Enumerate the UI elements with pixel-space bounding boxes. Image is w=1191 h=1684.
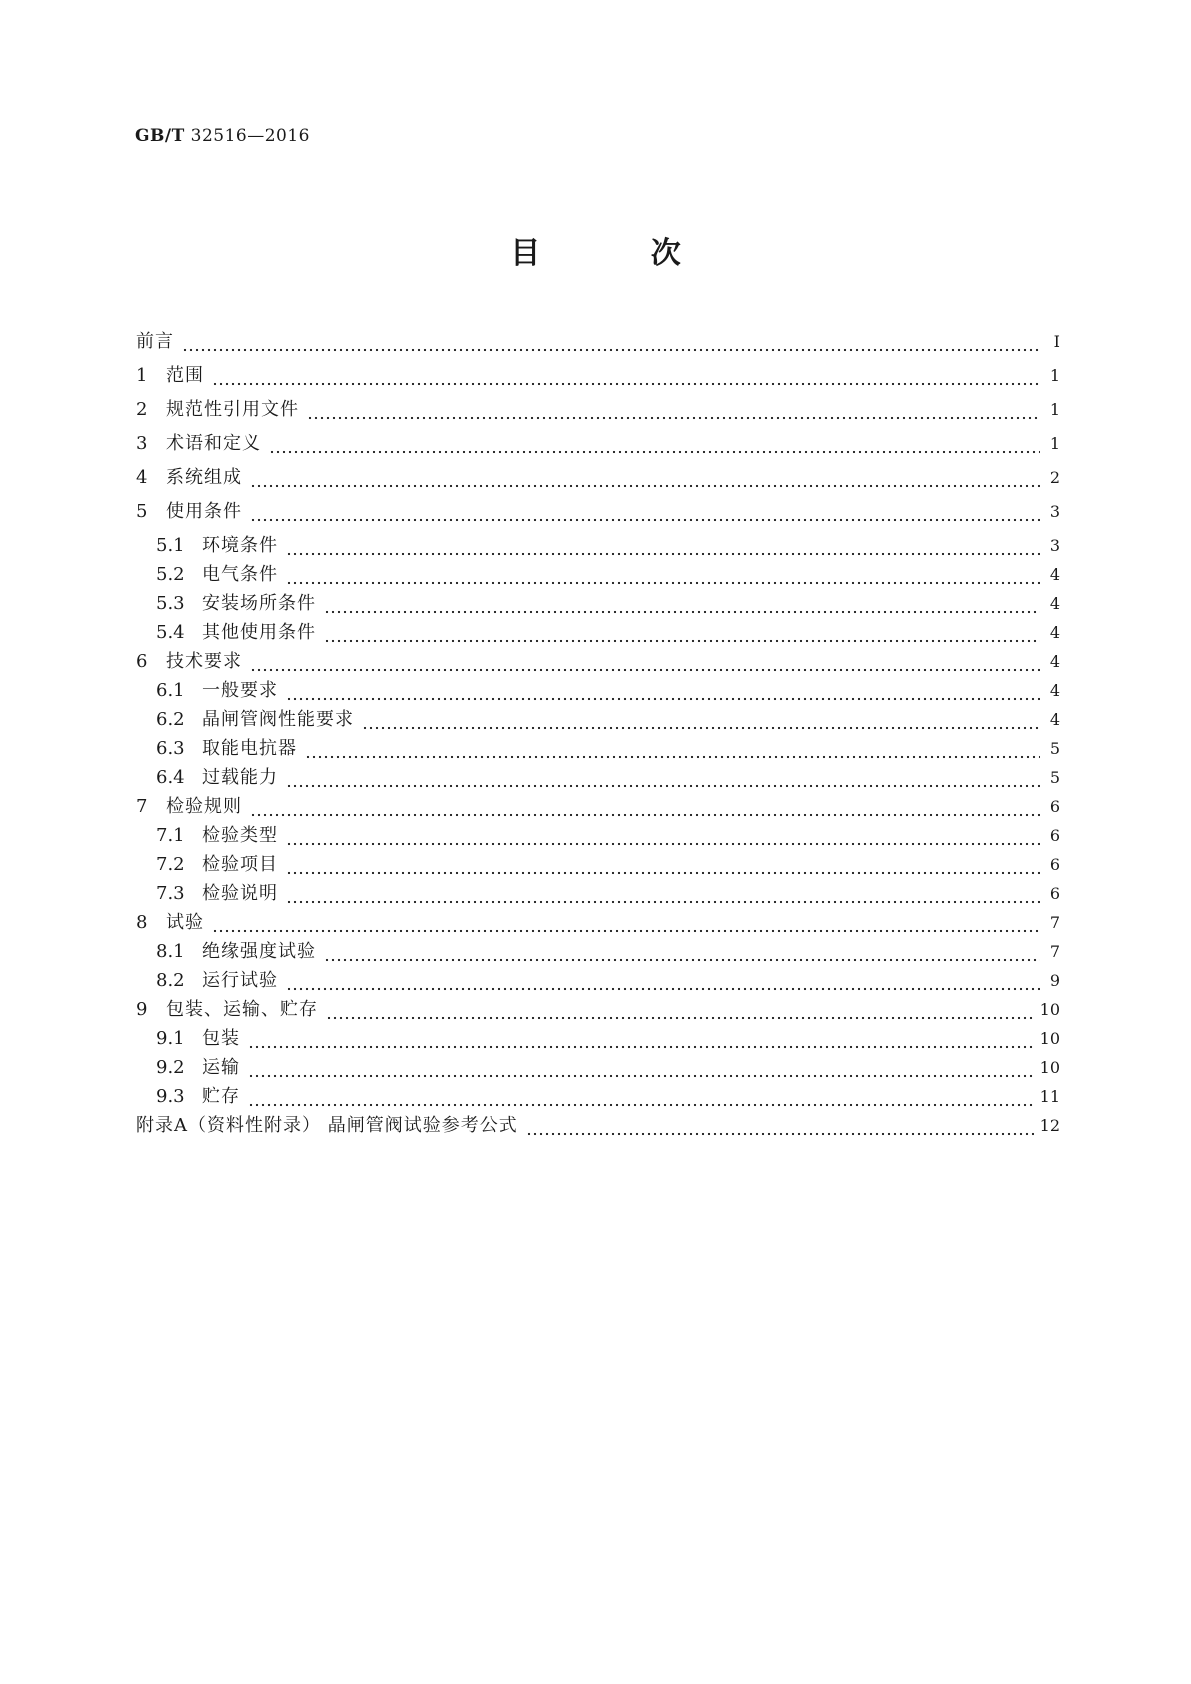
toc-entry-number: 9	[136, 999, 148, 1020]
dot-leader	[286, 563, 1040, 587]
toc-entry[interactable]	[136, 969, 1060, 993]
dot-leader	[250, 466, 1040, 490]
dot-leader	[324, 940, 1040, 964]
toc-entry-number: 3	[136, 433, 148, 454]
dot-leader	[286, 882, 1040, 906]
toc-entry-label: 过载能力	[202, 767, 278, 788]
toc-entry[interactable]	[136, 563, 1060, 587]
page-title: 目 次	[510, 236, 731, 271]
toc-entry[interactable]	[136, 432, 1060, 456]
toc-entry-number: 5.3	[156, 593, 185, 614]
toc-entry-number: 6.1	[156, 680, 185, 701]
toc-entry-number: 7.1	[156, 825, 185, 846]
toc-entry[interactable]	[136, 998, 1060, 1022]
dot-leader	[324, 592, 1040, 616]
toc-entry-page: Ⅰ	[1053, 332, 1060, 351]
toc-entry-number: 8.2	[156, 970, 185, 991]
toc-entry-label: 系统组成	[166, 467, 242, 488]
toc-entry[interactable]	[136, 592, 1060, 616]
toc-entry[interactable]	[136, 795, 1060, 819]
toc-entry-page: 6	[1049, 826, 1060, 845]
toc-entry[interactable]	[136, 940, 1060, 964]
toc-entry-number: 7.2	[156, 854, 185, 875]
toc-entry-number: 1	[136, 365, 148, 386]
toc-entry[interactable]	[136, 621, 1060, 645]
toc-entry-label: 试验	[166, 912, 204, 933]
dot-leader	[286, 824, 1040, 848]
toc-entry-number: 7	[136, 796, 148, 817]
toc-entry-label: 其他使用条件	[202, 622, 316, 643]
toc-entry-page: 1	[1049, 366, 1060, 385]
toc-entry-page: 10	[1039, 1029, 1060, 1048]
dot-leader	[286, 679, 1040, 703]
toc-entry-label: 电气条件	[202, 564, 278, 585]
toc-entry-page: 5	[1049, 739, 1060, 758]
dot-leader	[182, 330, 1040, 354]
toc-entry[interactable]	[136, 766, 1060, 790]
toc-entry[interactable]	[136, 708, 1060, 732]
dot-leader	[286, 534, 1040, 558]
dot-leader	[307, 398, 1040, 422]
toc-entry-number: 8	[136, 912, 148, 933]
toc-entry-page: 5	[1049, 768, 1060, 787]
standard-number: 32516—2016	[190, 126, 310, 146]
toc-entry-number: 9.3	[156, 1086, 185, 1107]
toc-entry[interactable]	[136, 364, 1060, 388]
toc-entry-number: 5	[136, 501, 148, 522]
toc-entry-page: 7	[1049, 942, 1060, 961]
dot-leader	[324, 621, 1040, 645]
toc-entry-label: 绝缘强度试验	[202, 941, 316, 962]
toc-entry[interactable]	[136, 500, 1060, 524]
dot-leader	[326, 998, 1034, 1022]
dot-leader	[286, 969, 1040, 993]
toc-entry[interactable]	[136, 737, 1060, 761]
toc-entry-label: 包装、运输、贮存	[166, 999, 318, 1020]
dot-leader	[286, 853, 1040, 877]
dot-leader	[362, 708, 1040, 732]
toc-entry[interactable]	[136, 1085, 1060, 1109]
toc-entry-page: 6	[1049, 855, 1060, 874]
toc-entry[interactable]	[136, 330, 1060, 354]
toc-entry-label: 一般要求	[202, 680, 278, 701]
toc-entry-number: 2	[136, 399, 148, 420]
toc-entry-page: 4	[1049, 565, 1060, 584]
toc-entry-number: 5.4	[156, 622, 185, 643]
toc-entry-page: 1	[1049, 434, 1060, 453]
toc-entry-label: 安装场所条件	[202, 593, 316, 614]
toc-entry-number: 7.3	[156, 883, 185, 904]
toc-entry-number: 6.4	[156, 767, 185, 788]
toc-entry-page: 9	[1049, 971, 1060, 990]
toc-entry-label: 运行试验	[202, 970, 278, 991]
toc-entry-label: 范围	[166, 365, 204, 386]
toc-entry-page: 3	[1049, 502, 1060, 521]
toc-entry-page: 2	[1049, 468, 1060, 487]
toc-entry-label: 环境条件	[202, 535, 278, 556]
dot-leader	[248, 1027, 1034, 1051]
dot-leader	[526, 1114, 1034, 1138]
toc-entry[interactable]	[136, 650, 1060, 674]
toc-entry-label: 术语和定义	[166, 433, 261, 454]
dot-leader	[250, 500, 1040, 524]
toc-entry-page: 12	[1039, 1116, 1060, 1135]
toc-entry-label: 检验规则	[166, 796, 242, 817]
toc-entry[interactable]	[136, 911, 1060, 935]
toc-entry-label: 运输	[202, 1057, 240, 1078]
dot-leader	[250, 650, 1040, 674]
toc-entry-label: 附录A（资料性附录） 晶闸管阀试验参考公式	[136, 1115, 518, 1136]
toc-entry-page: 4	[1049, 681, 1060, 700]
toc-entry[interactable]	[136, 679, 1060, 703]
toc-entry-page: 6	[1049, 884, 1060, 903]
toc-entry-number: 5.1	[156, 535, 185, 556]
toc-entry-page: 4	[1049, 652, 1060, 671]
toc-entry[interactable]	[136, 824, 1060, 848]
toc-entry-page: 3	[1049, 536, 1060, 555]
dot-leader	[250, 795, 1040, 819]
dot-leader	[212, 364, 1040, 388]
toc-entry[interactable]	[136, 853, 1060, 877]
dot-leader	[248, 1056, 1034, 1080]
toc-entry-number: 9.2	[156, 1057, 185, 1078]
toc-entry-page: 11	[1039, 1087, 1060, 1106]
toc-entry-label: 技术要求	[166, 651, 242, 672]
toc-entry-page: 1	[1049, 400, 1060, 419]
toc-entry-page: 10	[1039, 1000, 1060, 1019]
toc-entry-number: 9.1	[156, 1028, 185, 1049]
document-header	[135, 126, 310, 146]
toc-entry[interactable]	[136, 1027, 1060, 1051]
toc-entry-page: 6	[1049, 797, 1060, 816]
toc-entry-number: 5.2	[156, 564, 185, 585]
toc-entry-page: 4	[1049, 623, 1060, 642]
toc-entry-number: 6	[136, 651, 148, 672]
toc-entry-page: 10	[1039, 1058, 1060, 1077]
toc-entry-number: 6.2	[156, 709, 185, 730]
toc-entry[interactable]	[136, 1114, 1060, 1138]
toc-entry-label: 包装	[202, 1028, 240, 1049]
toc-entry-label: 前言	[136, 331, 174, 352]
toc-entry-label: 使用条件	[166, 501, 242, 522]
toc-entry-page: 4	[1049, 710, 1060, 729]
toc-entry-label: 检验说明	[202, 883, 278, 904]
toc-entry-label: 检验项目	[202, 854, 278, 875]
toc-entry-label: 检验类型	[202, 825, 278, 846]
toc-entry-number: 6.3	[156, 738, 185, 759]
dot-leader	[286, 766, 1040, 790]
toc-entry-label: 晶闸管阀性能要求	[202, 709, 354, 730]
toc-entry-label: 贮存	[202, 1086, 240, 1107]
dot-leader	[248, 1085, 1034, 1109]
toc-entry-number: 4	[136, 467, 148, 488]
toc-entry[interactable]	[136, 1056, 1060, 1080]
toc-entry-number: 8.1	[156, 941, 185, 962]
toc-entry[interactable]	[136, 882, 1060, 906]
dot-leader	[305, 737, 1040, 761]
toc-entry-label: 取能电抗器	[202, 738, 297, 759]
dot-leader	[269, 432, 1040, 456]
dot-leader	[212, 911, 1040, 935]
standard-code: GB/T	[135, 126, 185, 146]
toc-entry[interactable]	[136, 398, 1060, 422]
toc-entry-label: 规范性引用文件	[166, 399, 299, 420]
toc-entry-page: 4	[1049, 594, 1060, 613]
toc-entry[interactable]	[136, 534, 1060, 558]
toc-entry-page: 7	[1049, 913, 1060, 932]
toc-entry[interactable]	[136, 466, 1060, 490]
